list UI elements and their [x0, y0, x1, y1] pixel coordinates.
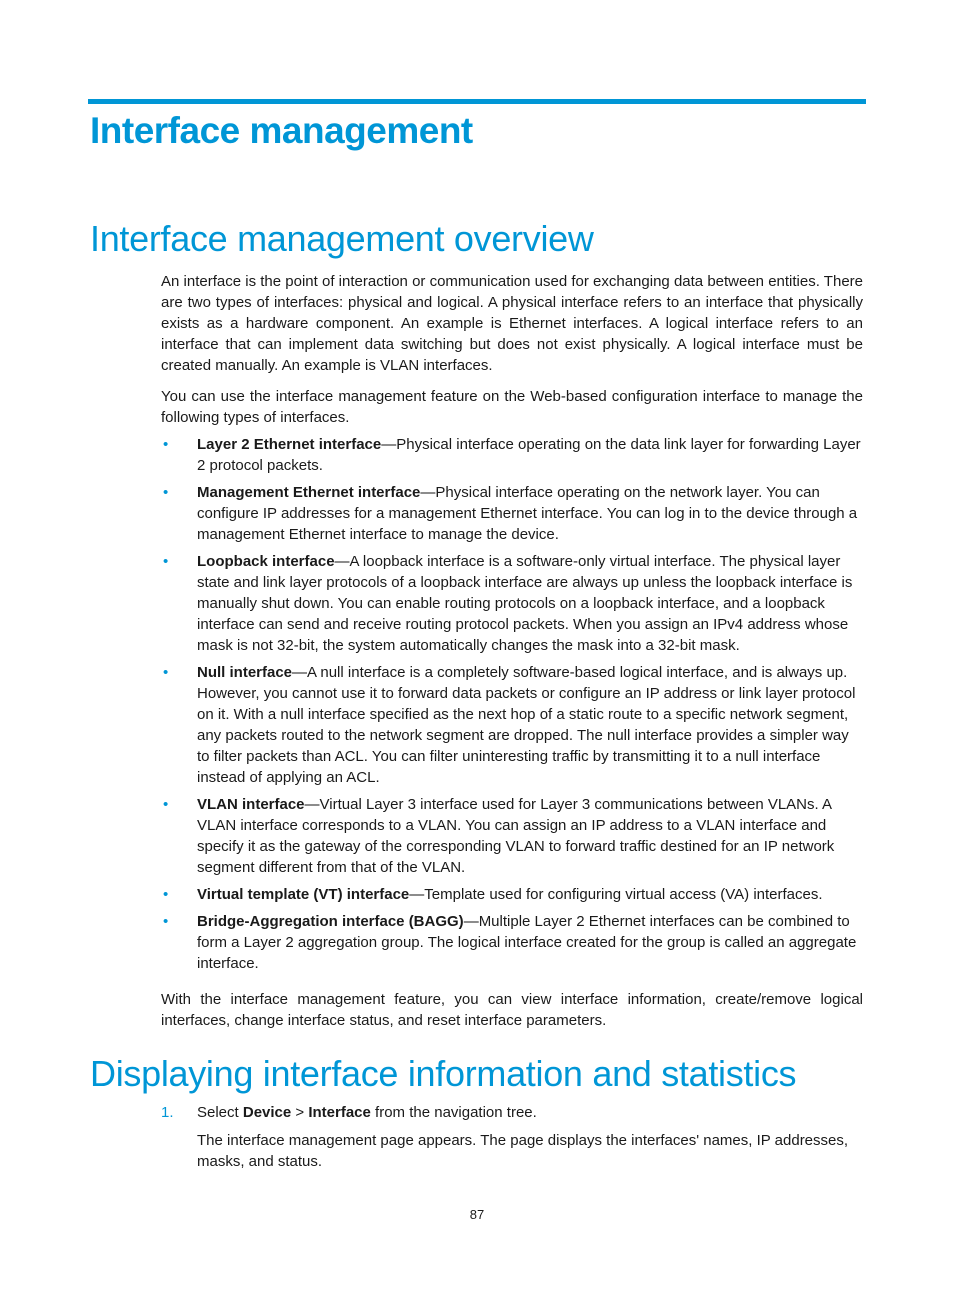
list-item-bridge-aggregation: [161, 911, 863, 974]
bullet-icon: •: [163, 796, 169, 813]
bullet-icon: •: [163, 436, 169, 453]
list-item-term: Null interface: [197, 664, 293, 681]
bullet-icon: •: [163, 484, 169, 501]
list-item-null: [161, 662, 863, 788]
step-text: [161, 1102, 863, 1123]
overview-intro-paragraph: An interface is the point of interaction or communication used for exchanging data between entities. There are two types of interfaces: physical and logical. A physical interface refers to an interface that physically exists as a hardware component. An example is Ethernet interfaces. A logical interface refers to an interface that can implement data switching but does not exist physically. A logical interface must be created manually. An example is VLAN interfaces.: [161, 273, 863, 374]
list-item-text: —Physical interface operating on the network layer. You can configure IP addresses for a management Ethernet interface. You can log in to the device through a management Ethernet interface to manage the device.: [197, 484, 858, 543]
list-item-text: —Multiple Layer 2 Ethernet interfaces can be combined to form a Layer 2 aggregation group. The logical interface created for the group is called an aggregate interface.: [197, 913, 857, 972]
overview-closing-paragraph: With the interface management feature, you can view interface information, create/remove logical interfaces, change interface status, and reset interface parameters.: [161, 991, 863, 1029]
menu-path-separator: >: [291, 1104, 309, 1121]
list-item-vlan: [161, 794, 863, 878]
list-item-text: —Template used for configuring virtual access (VA) interfaces.: [409, 886, 823, 903]
list-item-text: —Physical interface operating on the data link layer for forwarding Layer 2 protocol packets.: [197, 436, 861, 474]
procedure-step-1: [161, 1102, 863, 1123]
list-item-layer2-ethernet: [161, 434, 863, 476]
bullet-icon: •: [163, 913, 169, 930]
interface-type-list: [161, 434, 863, 980]
menu-path-device: Device: [242, 1104, 292, 1121]
overview-lead-paragraph: You can use the interface management feature on the Web-based configuration interface to manage the following types of interfaces.: [161, 388, 863, 426]
step-number: 1.: [161, 1104, 174, 1121]
menu-path-interface: Interface: [308, 1104, 371, 1121]
list-item-management-ethernet: [161, 482, 863, 545]
step-prefix: Select: [197, 1104, 243, 1121]
section-heading-display: Displaying interface information and statistics: [90, 1053, 797, 1094]
step-suffix: from the navigation tree.: [370, 1104, 537, 1121]
step-result-description: The interface management page appears. The page displays the interfaces' names, IP addresses, masks, and status.: [197, 1132, 849, 1170]
list-item-text: —Virtual Layer 3 interface used for Layer 3 communications between VLANs. A VLAN interface corresponds to a VLAN. You can assign an IP address to a VLAN interface and specify it as the gateway of the corresponding VLAN to forward traffic destined for an IP network segment different from that of the VLAN.: [197, 796, 835, 876]
page-number: 87: [469, 1207, 485, 1222]
list-item-loopback: [161, 551, 863, 656]
section-heading-overview: Interface management overview: [90, 218, 594, 259]
list-item-virtual-template: [161, 884, 863, 905]
list-item-term: VLAN interface: [197, 796, 305, 813]
list-item-term: Layer 2 Ethernet interface: [197, 436, 382, 453]
list-item-term: Loopback interface: [197, 553, 335, 570]
bullet-icon: •: [163, 553, 169, 570]
list-item-term: Virtual template (VT) interface: [197, 886, 410, 903]
list-item-text: —A null interface is a completely software-based logical interface, and is always up. However, you cannot use it to forward data packets or configure an IP address or link layer protocol on it. With a null interface specified as the next hop of a static route to a specific network segment, any packets routed to the network segment are dropped. The null interface provides a simpler way to filter packets than ACL. You can filter uninteresting traffic by transmitting it to a null interface instead of applying an ACL.: [197, 664, 856, 786]
list-item-text: —A loopback interface is a software-only virtual interface. The physical layer state and link layer protocols of a loopback interface are always up unless the loopback interface is manually shut down. You can enable routing protocols on a loopback interface, and a loopback interface can send and receive routing protocol packets. When you assign an IPv4 address whose mask is not 32-bit, the system automatically changes the mask into a 32-bit mask.: [197, 553, 853, 654]
bullet-icon: •: [163, 886, 169, 903]
list-item-term: Management Ethernet interface: [197, 484, 421, 501]
chapter-title: Interface management: [90, 110, 473, 151]
list-item-term: Bridge-Aggregation interface (BAGG): [197, 913, 464, 930]
bullet-icon: •: [163, 664, 169, 681]
chapter-top-rule: [88, 99, 866, 104]
